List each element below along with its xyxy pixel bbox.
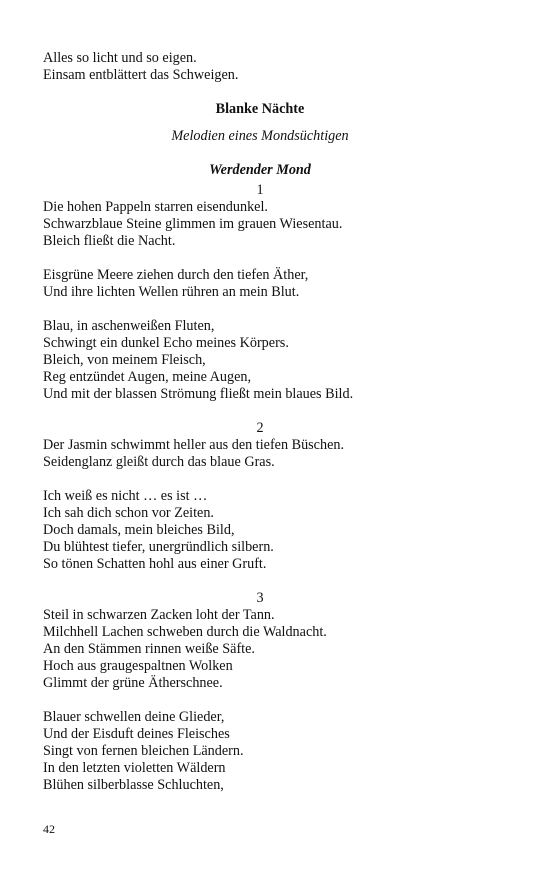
poem-line: Schwarzblaue Steine glimmen im grauen Wiesentau. — [43, 216, 343, 232]
poem-line: Bleich, von meinem Fleisch, — [43, 352, 206, 368]
part-number: 3 — [256, 590, 264, 606]
poem-line: Reg entzündet Augen, meine Augen, — [43, 369, 252, 385]
poem-title: Blanke Nächte — [215, 101, 305, 117]
poem-line: Eisgrüne Meere ziehen durch den tiefen Äther, — [43, 267, 309, 283]
section-title: Werdender Mond — [209, 162, 311, 178]
poem-line: Singt von fernen bleichen Ländern. — [43, 743, 244, 759]
poem-line: Doch damals, mein bleiches Bild, — [43, 522, 235, 538]
poem-line: Steil in schwarzen Zacken loht der Tann. — [43, 607, 275, 623]
page-content — [43, 50, 483, 794]
poem-line: Glimmt der grüne Ätherschnee. — [43, 675, 223, 691]
poem-line: Hoch aus graugespaltnen Wolken — [43, 658, 233, 674]
stanza — [43, 267, 483, 301]
poem-line: Ich weiß es nicht … es ist … — [43, 488, 208, 504]
poem-line: Blauer schwellen deine Glieder, — [43, 709, 225, 725]
stanza — [43, 709, 483, 794]
poem-line: Und der Eisduft deines Fleisches — [43, 726, 230, 742]
poem-line: Blau, in aschenweißen Fluten, — [43, 318, 215, 334]
poem-subtitle: Melodien eines Mondsüchtigen — [171, 128, 349, 144]
stanza — [43, 607, 483, 692]
stanza — [43, 318, 483, 403]
poem-line: Seidenglanz gleißt durch das blaue Gras. — [43, 454, 275, 470]
poem-line: Du blühtest tiefer, unergründlich silbern. — [43, 539, 274, 555]
poem-line: Bleich fließt die Nacht. — [43, 233, 176, 249]
poem-line: So tönen Schatten hohl aus einer Gruft. — [43, 556, 267, 572]
poem-line: Und mit der blassen Strömung fließt mein blaues Bild. — [43, 386, 354, 402]
part-number: 2 — [256, 420, 264, 436]
poem-line: Und ihre lichten Wellen rühren an mein Blut. — [43, 284, 300, 300]
poem-line: Schwingt ein dunkel Echo meines Körpers. — [43, 335, 289, 351]
poem-line: Ich sah dich schon vor Zeiten. — [43, 505, 214, 521]
poem-line: Blühen silberblasse Schluchten, — [43, 777, 224, 793]
poem-line: In den letzten violetten Wäldern — [43, 760, 226, 776]
poem-line: Einsam entblättert das Schweigen. — [43, 67, 239, 83]
opening-stanza — [43, 50, 483, 84]
poem-line: Die hohen Pappeln starren eisendunkel. — [43, 199, 268, 215]
stanza — [43, 488, 483, 573]
part-number: 1 — [256, 182, 264, 198]
poem-line: Der Jasmin schwimmt heller aus den tiefen Büschen. — [43, 437, 345, 453]
stanza — [43, 437, 483, 471]
poem-line: Milchhell Lachen schweben durch die Waldnacht. — [43, 624, 327, 640]
page-number: 42 — [43, 822, 55, 836]
stanza — [43, 199, 483, 250]
poem-line: Alles so licht und so eigen. — [43, 50, 197, 66]
poem-line: An den Stämmen rinnen weiße Säfte. — [43, 641, 255, 657]
